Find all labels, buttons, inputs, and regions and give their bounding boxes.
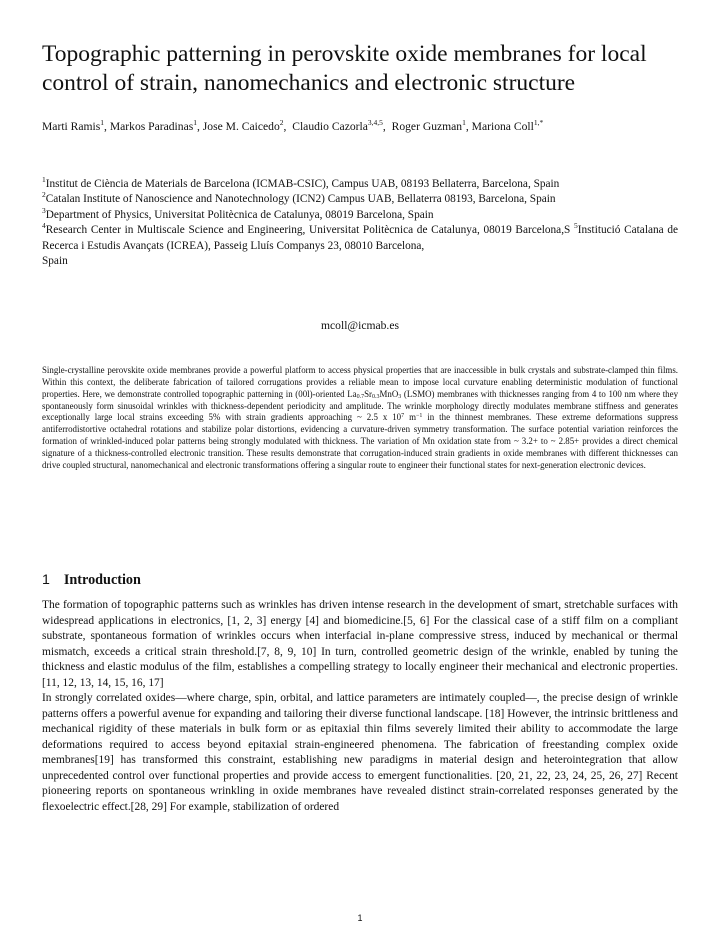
affiliation-list <box>42 177 678 269</box>
paragraph: The formation of topographic patterns such as wrinkles has driven intense research in the development of smart, stretchable surfaces with widespread applications in electronics, [1, 2, 3] energy [4] and biomedicine.[5, 6] For the classical case of a stiff film on a compliant substrate, spontaneous formation of wrinkles occurs when interfacial in-plane compressive stress, induced by mechanical or thermal mismatch, exceeds a critical strain threshold.[7, 8, 9, 10] In turn, controlled geometric design of the wrinkle, enabled by tuning the thickness and elastic modulus of the film, establishes a compelling strategy to locally engineer their mechanical and electronic properties. [11, 12, 13, 14, 15, 16, 17] <box>42 599 678 689</box>
author-list: Marti Ramis$^1$, Markos Paradinas$^1$, Jose M. Caicedo$^2$, Claudio Cazorla$^{3,4,5}$, Roger Guzman$^1$, Mariona Coll$^{1,*}$ <box>42 118 544 133</box>
section-body <box>42 598 678 815</box>
author: Mariona Coll$^{1,*}$ <box>471 118 544 133</box>
affiliation: $^2$Catalan Institute of Nanoscience and Nanotechnology (ICN2) Campus UAB, Bellaterra 08193, Barcelona, Spain <box>42 190 556 206</box>
author: Jose M. Caicedo$^2$ <box>202 118 284 133</box>
author: Roger Guzman$^1$ <box>391 118 466 133</box>
section-title: Introduction <box>63 572 141 588</box>
author: Markos Paradinas$^1$ <box>109 118 197 133</box>
corresponding-email[interactable]: mcoll@icmab.es <box>321 319 399 332</box>
affiliation-country: Spain <box>42 255 68 268</box>
paragraph: In strongly correlated oxides—where charge, spin, orbital, and lattice parameters are intimately coupled—, the precise design of wrinkle patterns offers a powerful avenue for expanding and tailoring their diverse functional landscape. [18] However, the intrinsic brittleness and mechanical rigidity of these materials in bulk form or as epitaxial thin films severely limited their ability to accommodate the large deformations required to access beyond epitaxial strain-engineered phenomena. The fabrication of freestanding complex oxide membranes[19] has transformed this constraint, establishing new paradigms in material design and heterointegration that allow unprecedented control over functional properties and provide access to emergent functionalities. [20, 21, 22, 23, 24, 25, 26, 27] Recent pioneering reports on spontaneous wrinkling in oxide membranes have revealed distinct strain-correlated responses generated by the flexoelectric effect.[28, 29] For example, stabilization of ordered <box>42 692 678 813</box>
author: Marti Ramis$^1$ <box>42 118 105 133</box>
abstract: Single-crystalline perovskite oxide membranes provide a powerful platform to access physical properties that are inaccessible in bulk crystals and substrate-clamped thin films. Within this context, the deliberate fabrication of tailored corrugations provides a reliable mean to impose local curvature enabling deterministic modulation of functional properties. Here, we demonstrate controlled topographic patterning in (00l)-oriented $La_{0.7}Sr_{0.3}MnO_3$ (LSMO) membranes with thicknesses ranging from 4 to 100 nm where they spontaneously form sinusoidal wrinkles with thickness-dependent periodicity and amplitude. The wrinkle morphology directly modulates membrane stiffness and generates exceptionally large local strains exceeding 5% with strain gradients approaching ~ 2.5 x $10^7$ $m^{-1}$ in the thinnest membranes. These extreme deformations suppress antiferrodistortive octahedral rotations and stabilize polar distortions, evidencing a curvature-driven symmetry transformation. The surface potential variation reinforces the formation of wrinkled-induced polar patterns being strongly modulated with thickness. The variation of Mn oxidation state from ~ 3.2+ to ~ 2.85+ provides a direct chemical signature of a thickness-controlled electronic transition. These results demonstrate that corrugation-induced strain gradients in oxide membranes with different thicknesses can drive coupled structural, nanomechanical and electronic transformations offering a singular route to engineer their functional states for next-generation electronic devices. <box>42 365 679 470</box>
section-number: 1 <box>42 572 50 588</box>
page-number: 1 <box>357 913 363 923</box>
affiliation: $^4$Research Center in Multiscale Science and Engineering, Universitat Politècnica de Catalunya, 08019 Barcelona,S <box>42 221 574 237</box>
affiliation: $^3$Department of Physics, Universitat Politècnica de Catalunya, 08019 Barcelona, Spain <box>42 205 434 221</box>
author: Claudio Cazorla$^{3,4,5}$ <box>292 118 383 133</box>
paper-title: Topographic patterning in perovskite oxide membranes for local control of strain, nanomechanics and electronic structure <box>42 41 647 96</box>
affiliation: $^5$Institució Catalana de Recerca i Estudis Avançats (ICREA), Passeig Lluís Companys 23, 08010 Barcelona, <box>42 221 678 252</box>
affiliation: $^1$Institut de Ciència de Materials de Barcelona (ICMAB-CSIC), Campus UAB, 08193 Bellaterra, Barcelona, Spain <box>42 175 560 190</box>
section-heading <box>42 571 141 589</box>
